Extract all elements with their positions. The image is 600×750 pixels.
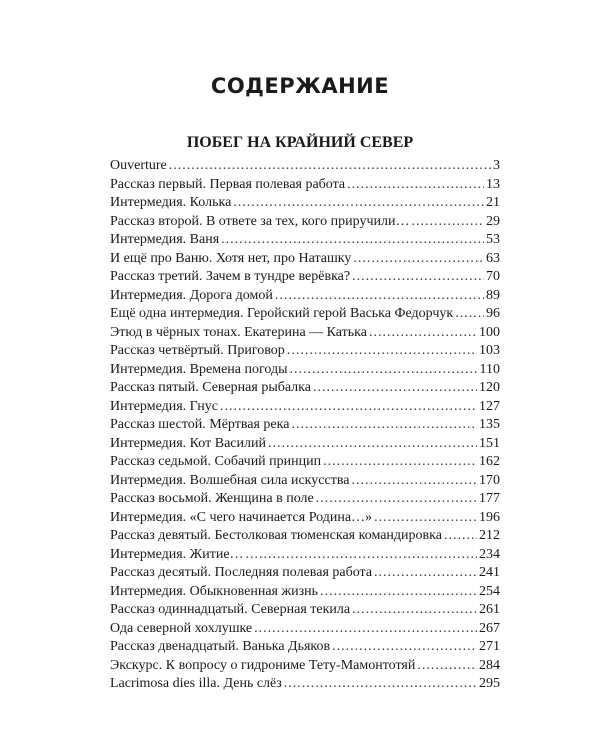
toc-entry-page: 120 (479, 380, 500, 395)
dot-leader (351, 472, 477, 491)
dot-leader (417, 657, 477, 676)
toc-entry-page: 110 (479, 361, 500, 377)
toc-entry-title: Рассказ девятый. Бестолковая тюменская командировка (110, 528, 442, 543)
toc-entry-page: 261 (479, 602, 500, 617)
toc-entry-title: Рассказ первый. Первая полевая работа (110, 176, 346, 192)
toc-entry-page: 3 (493, 158, 500, 173)
toc-entry-title: Интермедия. Житие… (110, 546, 244, 562)
toc-entry (110, 620, 500, 639)
toc-entry-title: Ода северной хохлушке (110, 620, 253, 636)
dot-leader (353, 250, 484, 269)
table-of-contents (110, 157, 500, 694)
dot-leader (290, 361, 478, 380)
toc-entry-title: Рассказ двенадцатый. Ванька Дьяков (110, 639, 331, 654)
toc-entry-title: Рассказ третий. Зачем в тундре верёвка? (110, 269, 351, 284)
toc-entry (110, 490, 500, 509)
toc-entry (110, 231, 500, 250)
dot-leader (444, 527, 477, 546)
toc-entry-title: Интермедия. «С чего начинается Родина…» (110, 509, 373, 525)
dot-leader (169, 157, 491, 176)
toc-entry-page: 177 (479, 491, 500, 506)
toc-entry-page: 151 (479, 435, 500, 451)
dot-leader (284, 675, 477, 694)
toc-entry-title: Рассказ второй. В ответе за тех, кого приручили… (110, 213, 410, 229)
dot-leader (347, 176, 484, 195)
toc-entry-title: Рассказ десятый. Последняя полевая работа (110, 565, 373, 580)
toc-entry-title: Интермедия. Дорога домой (110, 287, 273, 303)
toc-entry (110, 416, 500, 435)
toc-entry (110, 546, 500, 565)
toc-entry-title: Ещё одна интермедия. Геройский герой Васька Федорчук (110, 306, 454, 321)
toc-entry-page: 96 (486, 306, 500, 321)
toc-entry (110, 509, 500, 528)
toc-entry (110, 601, 500, 620)
toc-entry-page: 295 (479, 676, 500, 691)
dot-leader (254, 620, 477, 639)
toc-entry (110, 342, 500, 361)
toc-entry-title: Интермедия. Гнус (110, 398, 218, 414)
dot-leader (374, 509, 477, 528)
toc-entry (110, 564, 500, 583)
dot-leader (374, 564, 477, 583)
toc-entry (110, 268, 500, 287)
toc-entry (110, 250, 500, 269)
toc-entry (110, 324, 500, 343)
dot-leader (411, 213, 484, 232)
toc-entry-page: 271 (479, 639, 500, 654)
dot-leader (352, 601, 477, 620)
dot-leader (332, 638, 477, 657)
toc-entry (110, 361, 500, 380)
toc-entry (110, 657, 500, 676)
toc-entry (110, 527, 500, 546)
toc-entry-page: 70 (486, 269, 500, 284)
toc-entry-page: 135 (479, 417, 500, 432)
toc-entry-title: Этюд в чёрных тонах. Екатерина — Катька (110, 324, 367, 340)
dot-leader (287, 342, 477, 361)
toc-entry-title: Рассказ четвёртый. Приговор (110, 343, 285, 358)
toc-entry-page: 241 (479, 565, 500, 580)
toc-entry-title: Интермедия. Колька (110, 195, 232, 210)
toc-entry (110, 398, 500, 417)
toc-entry (110, 194, 500, 213)
toc-entry-title: Рассказ седьмой. Собачий принцип (110, 454, 322, 469)
dot-leader (233, 194, 484, 213)
dot-leader (220, 398, 477, 417)
dot-leader (313, 379, 477, 398)
toc-entry-title: Ouverture (110, 158, 167, 173)
toc-entry (110, 157, 500, 176)
toc-entry-title: И ещё про Ваню. Хотя нет, про Наташку (110, 250, 352, 266)
toc-entry-page: 162 (479, 454, 500, 469)
dot-leader (369, 324, 477, 343)
toc-entry-title: Экскурс. К вопросу о гидрониме Тету-Мамонтотяй (110, 657, 416, 673)
toc-entry (110, 453, 500, 472)
dot-leader (275, 287, 484, 306)
toc-entry-page: 103 (479, 343, 500, 358)
dot-leader (291, 416, 477, 435)
toc-entry-title: Рассказ восьмой. Женщина в поле (110, 491, 314, 506)
toc-entry (110, 287, 500, 306)
toc-entry (110, 379, 500, 398)
section-title: ПОБЕГ НА КРАЙНИЙ СЕВЕР (186, 134, 414, 151)
toc-entry-title: Рассказ одиннадцатый. Северная текила (110, 602, 351, 617)
dot-leader (316, 490, 477, 509)
dot-leader (221, 231, 484, 250)
toc-entry-title: Рассказ пятый. Северная рыбалка (110, 380, 311, 395)
dot-leader (320, 583, 477, 602)
toc-entry (110, 583, 500, 602)
toc-entry (110, 472, 500, 491)
dot-leader (352, 268, 484, 287)
toc-entry-title: Рассказ шестой. Мёртвая река (110, 417, 290, 432)
toc-entry-page: 29 (486, 213, 500, 229)
toc-entry-page: 234 (479, 546, 500, 562)
toc-entry (110, 638, 500, 657)
dot-leader (268, 435, 477, 454)
toc-entry-page: 196 (479, 509, 500, 525)
page-title: СОДЕРЖАНИЕ (210, 74, 390, 98)
toc-entry (110, 305, 500, 324)
toc-entry-title: Интермедия. Волшебная сила искусства (110, 472, 350, 488)
dot-leader (323, 453, 477, 472)
toc-entry-title: Lacrimosa dies illa. День слёз (110, 676, 282, 691)
toc-entry-page: 170 (479, 472, 500, 488)
dot-leader (246, 546, 477, 565)
toc-entry-page: 53 (486, 232, 500, 247)
toc-entry (110, 435, 500, 454)
toc-entry-title: Интермедия. Кот Василий (110, 435, 266, 451)
toc-entry (110, 675, 500, 694)
toc-entry-page: 284 (479, 657, 500, 673)
toc-entry-page: 21 (486, 195, 500, 210)
toc-entry (110, 213, 500, 232)
dot-leader (455, 305, 484, 324)
toc-entry (110, 176, 500, 195)
toc-entry-page: 13 (486, 176, 500, 192)
toc-entry-page: 254 (479, 583, 500, 599)
toc-entry-page: 63 (486, 250, 500, 266)
toc-entry-page: 89 (486, 287, 500, 303)
toc-entry-page: 212 (479, 528, 500, 543)
toc-entry-title: Интермедия. Обыкновенная жизнь (110, 583, 319, 599)
toc-entry-title: Интермедия. Ваня (110, 232, 220, 247)
toc-entry-page: 267 (479, 620, 500, 636)
toc-entry-title: Интермедия. Времена погоды (110, 361, 288, 377)
toc-entry-page: 127 (479, 398, 500, 414)
toc-entry-page: 100 (479, 324, 500, 340)
